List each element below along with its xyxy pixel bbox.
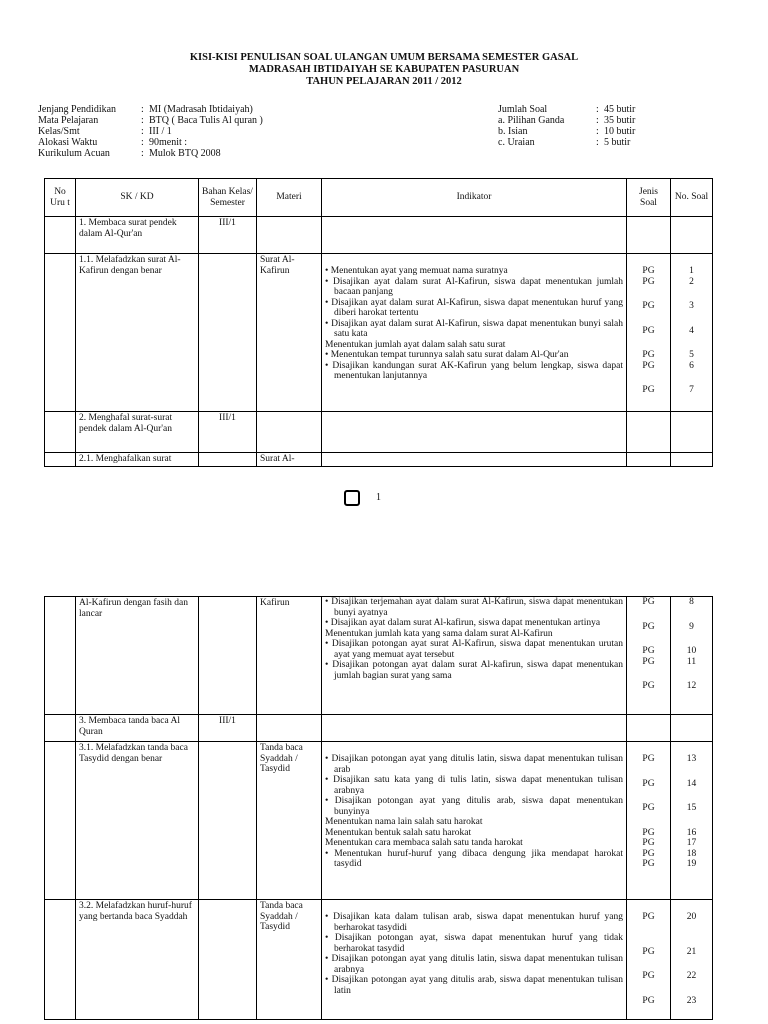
bullet-icon: • bbox=[325, 954, 332, 964]
info-row: b. Isian : 10 butir bbox=[498, 126, 636, 137]
jenis-soal-value: PG bbox=[642, 360, 655, 371]
nomor-soal-value: 14 bbox=[686, 778, 697, 789]
table-row bbox=[45, 900, 713, 1020]
jenis-soal-value: PG bbox=[642, 995, 655, 1006]
cell-nomor-soal bbox=[671, 412, 713, 453]
info-label: Jenjang Pendidikan bbox=[38, 104, 117, 115]
info-row: Mata Pelajaran : BTQ ( Baca Tulis Al quran ) bbox=[38, 115, 263, 126]
cell-jenis-soal bbox=[627, 597, 671, 715]
cell-nomor-soal bbox=[671, 742, 713, 900]
cell-no bbox=[45, 412, 76, 453]
table-row bbox=[45, 453, 713, 467]
table-row bbox=[45, 715, 713, 742]
cell-jenis-soal bbox=[627, 900, 671, 1020]
bullet-icon: • bbox=[325, 639, 332, 649]
nomor-soal-value: 4 bbox=[689, 325, 694, 336]
table-row bbox=[45, 597, 713, 715]
indikator-text: Disajikan potongan ayat yang ditulis arab, siswa dapat menentukan tulisan latin bbox=[331, 975, 624, 996]
table-row bbox=[45, 254, 713, 412]
cell-sk-kd: 2. Menghafal surat-surat pendek dalam Al-Qur'an bbox=[76, 412, 199, 453]
nomor-soal-value: 7 bbox=[689, 385, 694, 395]
indikator-text: Menentukan tempat turunnya salah satu surat dalam Al-Qur'an bbox=[330, 350, 569, 360]
cell-jenis-soal bbox=[627, 742, 671, 900]
cell-no bbox=[45, 742, 76, 900]
info-value: MI (Madrasah Ibtidaiyah) bbox=[149, 104, 253, 115]
jenis-soal-value: PG bbox=[642, 597, 655, 607]
cell-materi: Kafirun bbox=[257, 597, 322, 715]
nomor-soal-value: 17 bbox=[686, 838, 697, 848]
indikator-item bbox=[325, 828, 623, 839]
indikator-text: Menentukan jumlah ayat dalam salah satu surat bbox=[325, 339, 506, 350]
col-nosoal: No. Soal bbox=[671, 179, 713, 217]
kisi-table-page1 bbox=[44, 178, 713, 467]
jenis-soal-value: PG bbox=[642, 301, 655, 311]
info-row: Kelas/Smt : III / 1 bbox=[38, 126, 172, 137]
bullet-icon: • bbox=[325, 350, 331, 360]
doc-title-line2: MADRASAH IBTIDAIYAH SE KABUPATEN PASURUAN bbox=[248, 64, 520, 75]
indikator-item bbox=[325, 954, 623, 975]
indikator-text: Disajikan ayat dalam surat Al-Kafirun, siswa dapat menentukan huruf yang diberi harokat tertentu bbox=[331, 297, 623, 318]
info-value: 5 butir bbox=[604, 137, 631, 148]
bullet-icon: • bbox=[325, 912, 334, 922]
cell-no bbox=[45, 715, 76, 742]
indikator-item bbox=[325, 796, 623, 817]
jenis-soal-value: PG bbox=[642, 803, 655, 813]
cell-jenis-soal bbox=[627, 715, 671, 742]
indikator-text: Disajikan ayat dalam surat Al-Kafirun, siswa dapat menentukan bunyi salah satu kata bbox=[331, 318, 623, 339]
cell-bahan: III/1 bbox=[199, 715, 257, 742]
cell-nomor-soal bbox=[671, 597, 713, 715]
nomor-soal-value: 8 bbox=[689, 597, 694, 607]
info-value: BTQ ( Baca Tulis Al quran ) bbox=[149, 115, 263, 126]
table-row bbox=[45, 412, 713, 453]
cell-no bbox=[45, 217, 76, 254]
bullet-icon: • bbox=[325, 975, 332, 985]
cell-jenis-soal bbox=[627, 412, 671, 453]
info-label: Kelas/Smt bbox=[38, 126, 80, 137]
indikator-item bbox=[325, 298, 623, 319]
bullet-icon: • bbox=[325, 754, 332, 764]
indikator-text: Disajikan satu kata yang di tulis latin, siswa dapat menentukan tulisan arabnya bbox=[333, 775, 623, 796]
cell-bahan: III/1 bbox=[199, 217, 257, 254]
indikator-text: Disajikan potongan ayat, siswa dapat menentukan huruf yang tidak berharokat tasydid bbox=[334, 933, 623, 954]
table-header-row bbox=[45, 179, 713, 217]
cell-no bbox=[45, 254, 76, 412]
indikator-item bbox=[325, 319, 623, 340]
info-value: Mulok BTQ 2008 bbox=[149, 148, 221, 159]
page-number: 1 bbox=[376, 492, 381, 503]
info-value: III / 1 bbox=[149, 126, 172, 137]
info-left bbox=[38, 104, 263, 159]
cell-sk-kd: 3.1. Melafadzkan tanda baca Tasydid dengan benar bbox=[76, 742, 199, 900]
col-bahan: Bahan Kelas/ Semester bbox=[199, 179, 257, 217]
cell-bahan: III/1 bbox=[199, 412, 257, 453]
nomor-soal-value: 1 bbox=[689, 266, 694, 276]
jenis-soal-value: PG bbox=[642, 838, 655, 848]
indikator-item bbox=[325, 817, 623, 828]
indikator-item bbox=[325, 361, 623, 382]
jenis-soal-value: PG bbox=[642, 646, 655, 656]
jenis-soal-value: PG bbox=[642, 276, 655, 287]
jenis-soal-value: PG bbox=[642, 848, 655, 859]
cell-sk-kd: 1. Membaca surat pendek dalam Al-Qur'an bbox=[76, 217, 199, 254]
jenis-soal-value: PG bbox=[642, 827, 655, 838]
cell-nomor-soal bbox=[671, 217, 713, 254]
page-marker-icon bbox=[344, 490, 360, 506]
cell-bahan bbox=[199, 900, 257, 1020]
jenis-soal-value: PG bbox=[642, 350, 655, 360]
table-row bbox=[45, 217, 713, 254]
indikator-text: Disajikan ayat dalam surat Al-kafirun, siswa dapat menentukan artinya bbox=[330, 618, 601, 628]
info-label: c. Uraian bbox=[498, 137, 535, 148]
cell-indikator bbox=[322, 217, 627, 254]
col-jenis: Jenis Soal bbox=[627, 179, 671, 217]
cell-materi bbox=[257, 217, 322, 254]
jenis-soal-value: PG bbox=[642, 656, 655, 667]
jenis-soal-value: PG bbox=[642, 754, 655, 764]
nomor-soal-value: 2 bbox=[689, 276, 694, 287]
cell-no bbox=[45, 453, 76, 467]
cell-bahan bbox=[199, 742, 257, 900]
col-indikator: Indikator bbox=[322, 179, 627, 217]
indikator-text: Disajikan potongan ayat surat Al-Kafirun, siswa dapat menentukan urutan ayat yang memuat ayat tersebut bbox=[331, 639, 623, 660]
kisi-table-page2 bbox=[44, 596, 713, 1020]
doc-title-line1: KISI-KISI PENULISAN SOAL ULANGAN UMUM BERSAMA SEMESTER GASAL bbox=[189, 52, 579, 63]
cell-indikator bbox=[322, 597, 627, 715]
info-value: 10 butir bbox=[604, 126, 636, 137]
bullet-icon: • bbox=[325, 848, 335, 859]
indikator-item bbox=[325, 912, 623, 933]
bullet-icon: • bbox=[325, 618, 331, 628]
info-label: Mata Pelajaran bbox=[38, 115, 99, 126]
cell-materi: Tanda baca Syaddah / Tasydid bbox=[257, 742, 322, 900]
info-row: Alokasi Waktu : 90menit : bbox=[38, 137, 188, 148]
jenis-soal-value: PG bbox=[642, 778, 655, 789]
indikator-text: Menentukan jumlah kata yang sama dalam surat Al-Kafirun bbox=[325, 628, 553, 639]
indikator-item bbox=[325, 340, 623, 351]
nomor-soal-value: 15 bbox=[686, 803, 697, 813]
indikator-item bbox=[325, 754, 623, 775]
cell-materi bbox=[257, 412, 322, 453]
jenis-soal-value: PG bbox=[642, 385, 655, 395]
jenis-soal-value: PG bbox=[642, 946, 655, 957]
col-sk-kd: SK / KD bbox=[76, 179, 199, 217]
cell-indikator bbox=[322, 453, 627, 467]
nomor-soal-value: 13 bbox=[686, 754, 697, 764]
indikator-text: Menentukan ayat yang memuat nama suratnya bbox=[330, 266, 508, 276]
indikator-text: Disajikan kandungan surat AK-Kafirun yang belum lengkap, siswa dapat menentukan lanjutannya bbox=[332, 360, 623, 381]
cell-bahan bbox=[199, 453, 257, 467]
bullet-icon: • bbox=[325, 360, 333, 371]
cell-jenis-soal bbox=[627, 254, 671, 412]
indikator-item bbox=[325, 597, 623, 618]
indikator-item bbox=[325, 266, 623, 277]
info-right bbox=[498, 104, 635, 148]
cell-no bbox=[45, 597, 76, 715]
cell-materi bbox=[257, 715, 322, 742]
indikator-text: Disajikan potongan ayat yang ditulis latin, siswa dapat menentukan tulisan arab bbox=[331, 754, 623, 775]
info-label: Alokasi Waktu bbox=[38, 137, 98, 148]
col-no: No Uru t bbox=[45, 179, 76, 217]
cell-materi: Tanda baca Syaddah / Tasydid bbox=[257, 900, 322, 1020]
nomor-soal-value: 9 bbox=[689, 621, 694, 632]
info-label: a. Pilihan Ganda bbox=[498, 115, 565, 126]
jenis-soal-value: PG bbox=[642, 681, 655, 691]
jenis-soal-value: PG bbox=[642, 971, 655, 981]
col-materi: Materi bbox=[257, 179, 322, 217]
info-row: Jenjang Pendidikan : MI (Madrasah Ibtidaiyah) bbox=[38, 104, 253, 115]
info-row: a. Pilihan Ganda : 35 butir bbox=[498, 115, 636, 126]
bullet-icon: • bbox=[325, 297, 332, 308]
indikator-item bbox=[325, 838, 623, 849]
indikator-text: Menentukan nama lain salah satu harokat bbox=[325, 817, 483, 827]
nomor-soal-value: 23 bbox=[686, 995, 697, 1006]
indikator-item bbox=[325, 933, 623, 954]
indikator-item bbox=[325, 849, 623, 870]
cell-nomor-soal bbox=[671, 900, 713, 1020]
cell-materi: Surat Al-Kafirun bbox=[257, 254, 322, 412]
info-value: 35 butir bbox=[604, 115, 636, 126]
cell-bahan bbox=[199, 597, 257, 715]
indikator-text: Disajikan potongan ayat dalam surat Al-kafirun, siswa dapat menentukan jumlah bagian surat yang sama bbox=[332, 660, 624, 681]
indikator-item bbox=[325, 639, 623, 660]
bullet-icon: • bbox=[325, 775, 334, 785]
bullet-icon: • bbox=[325, 796, 335, 806]
bullet-icon: • bbox=[325, 318, 332, 329]
info-value: 90menit : bbox=[149, 137, 188, 148]
info-label: b. Isian bbox=[498, 126, 528, 137]
cell-jenis-soal bbox=[627, 453, 671, 467]
info-label: Jumlah Soal bbox=[498, 104, 548, 115]
cell-sk-kd: Al-Kafirun dengan fasih dan lancar bbox=[76, 597, 199, 715]
cell-sk-kd: 3. Membaca tanda baca Al Quran bbox=[76, 715, 199, 742]
cell-nomor-soal bbox=[671, 254, 713, 412]
doc-title-line3: TAHUN PELAJARAN 2011 / 2012 bbox=[306, 76, 462, 87]
indikator-text: Disajikan ayat dalam surat Al-Kafirun, siswa dapat menentukan jumlah bacaan panjang bbox=[333, 276, 623, 297]
cell-indikator bbox=[322, 742, 627, 900]
indikator-item bbox=[325, 350, 623, 361]
nomor-soal-value: 19 bbox=[686, 859, 697, 869]
indikator-item bbox=[325, 277, 623, 298]
nomor-soal-value: 12 bbox=[686, 681, 697, 691]
nomor-soal-value: 16 bbox=[686, 827, 697, 838]
info-label: Kurikulum Acuan bbox=[38, 148, 110, 159]
cell-sk-kd: 1.1. Melafadzkan surat Al-Kafirun dengan benar bbox=[76, 254, 199, 412]
cell-jenis-soal bbox=[627, 217, 671, 254]
info-row: c. Uraian : 5 butir bbox=[498, 137, 631, 148]
cell-bahan bbox=[199, 254, 257, 412]
indikator-item bbox=[325, 618, 623, 629]
indikator-text: Disajikan kata dalam tulisan arab, siswa dapat menentukan huruf yang berharokat tasydidi bbox=[333, 912, 624, 933]
info-row: Kurikulum Acuan : Mulok BTQ 2008 bbox=[38, 148, 221, 159]
nomor-soal-value: 5 bbox=[689, 350, 694, 360]
bullet-icon: • bbox=[325, 266, 331, 276]
indikator-text: Disajikan potongan ayat yang ditulis arab, siswa dapat menentukan bunyinya bbox=[334, 796, 623, 817]
indikator-text: Menentukan huruf-huruf yang dibaca dengung jika mendapat harokat tasydid bbox=[334, 848, 624, 869]
indikator-item bbox=[325, 629, 623, 640]
nomor-soal-value: 21 bbox=[686, 946, 697, 957]
indikator-item bbox=[325, 660, 623, 681]
bullet-icon: • bbox=[325, 276, 334, 287]
cell-nomor-soal bbox=[671, 453, 713, 467]
cell-nomor-soal bbox=[671, 715, 713, 742]
table-row bbox=[45, 742, 713, 900]
cell-indikator bbox=[322, 254, 627, 412]
cell-indikator bbox=[322, 715, 627, 742]
jenis-soal-value: PG bbox=[642, 912, 655, 922]
bullet-icon: • bbox=[325, 660, 333, 670]
indikator-text: Menentukan bentuk salah satu harokat bbox=[325, 827, 472, 838]
cell-indikator bbox=[322, 412, 627, 453]
info-value: 45 butir bbox=[604, 104, 636, 115]
jenis-soal-value: PG bbox=[642, 859, 655, 869]
cell-sk-kd: 2.1. Menghafalkan surat bbox=[76, 453, 199, 467]
bullet-icon: • bbox=[325, 933, 335, 943]
nomor-soal-value: 10 bbox=[686, 646, 697, 656]
indikator-text: Disajikan terjemahan ayat dalam surat Al-Kafirun, siswa dapat menentukan bunyi ayatnya bbox=[331, 597, 624, 618]
jenis-soal-value: PG bbox=[642, 266, 655, 276]
indikator-item bbox=[325, 975, 623, 996]
nomor-soal-value: 22 bbox=[686, 971, 697, 981]
cell-sk-kd: 3.2. Melafadzkan huruf-huruf yang bertanda baca Syaddah bbox=[76, 900, 199, 1020]
cell-materi: Surat Al- bbox=[257, 453, 322, 467]
indikator-text: Disajikan potongan ayat yang ditulis latin, siswa dapat menentukan tulisan arabnya bbox=[331, 954, 623, 975]
nomor-soal-value: 11 bbox=[686, 656, 697, 667]
nomor-soal-value: 18 bbox=[686, 848, 697, 859]
jenis-soal-value: PG bbox=[642, 621, 655, 632]
cell-indikator bbox=[322, 900, 627, 1020]
indikator-item bbox=[325, 775, 623, 796]
nomor-soal-value: 20 bbox=[686, 912, 697, 922]
indikator-text: Menentukan cara membaca salah satu tanda harokat bbox=[325, 838, 523, 848]
cell-no bbox=[45, 900, 76, 1020]
nomor-soal-value: 6 bbox=[689, 360, 694, 371]
bullet-icon: • bbox=[325, 597, 332, 607]
nomor-soal-value: 3 bbox=[689, 301, 694, 311]
info-row: Jumlah Soal : 45 butir bbox=[498, 104, 636, 115]
jenis-soal-value: PG bbox=[642, 325, 655, 336]
